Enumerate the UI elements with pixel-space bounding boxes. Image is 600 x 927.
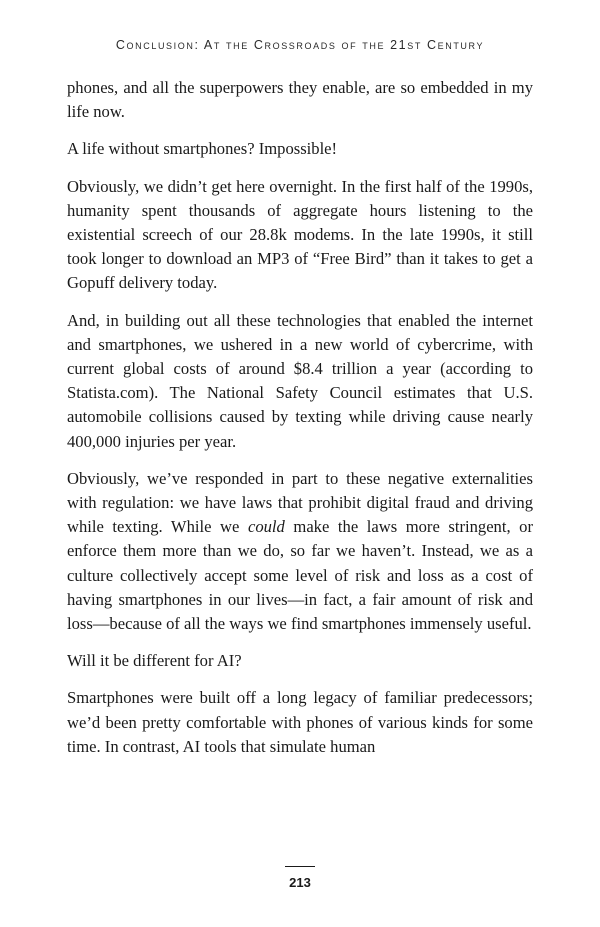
paragraph: phones, and all the superpowers they enable, are so embedded in my life now. — [67, 78, 533, 122]
paragraph-text: make the laws more stringent, or enforce them more than we do, so far we haven’t. Instead, we as a culture collectively accept some level of risk and loss as a cost of having smartphones in our lives—in fact, a fair amount of risk and loss—because of all the ways we find smartphones immensely useful. — [67, 517, 533, 634]
paragraph: A life without smartphones? Impossible! — [67, 139, 338, 159]
paragraph: And, in building out all these technologies that enabled the internet and smartphones, we ushered in a new world of cybercrime, with current global costs of around $8.4 trillion a year (according to Statista.com). The National Safety Council estimates that U.S. automobile collisions caused by texting while driving cause nearly 400,000 injuries per year. — [67, 310, 533, 451]
paragraph: Obviously, we didn’t get here overnight. In the first half of the 1990s, humanity spent thousands of aggregate hours listening to the existential screech of our 28.8k modems. In the late 1990s, it still took longer to download an MP3 of “Free Bird” than it takes to get a Gopuff delivery today. — [67, 176, 533, 293]
paragraph: Smartphones were built off a long legacy of familiar predecessors; we’d been pretty comfortable with phones of various kinds for some time. In contrast, AI tools that simulate human — [67, 688, 533, 756]
paragraph — [67, 467, 533, 636]
emphasized-word: could — [247, 517, 285, 537]
running-head: Conclusion: At the Crossroads of the 21st Century — [115, 38, 485, 52]
paragraph-text: Obviously, we’ve responded in part to these negative externalities with regulation: we have laws that prohibit digital fraud and driving while texting. While we — [67, 468, 533, 537]
body-text — [67, 76, 533, 772]
footer-rule — [285, 866, 315, 867]
paragraph: Will it be different for AI? — [67, 651, 242, 671]
page-number: 213 — [289, 875, 311, 890]
